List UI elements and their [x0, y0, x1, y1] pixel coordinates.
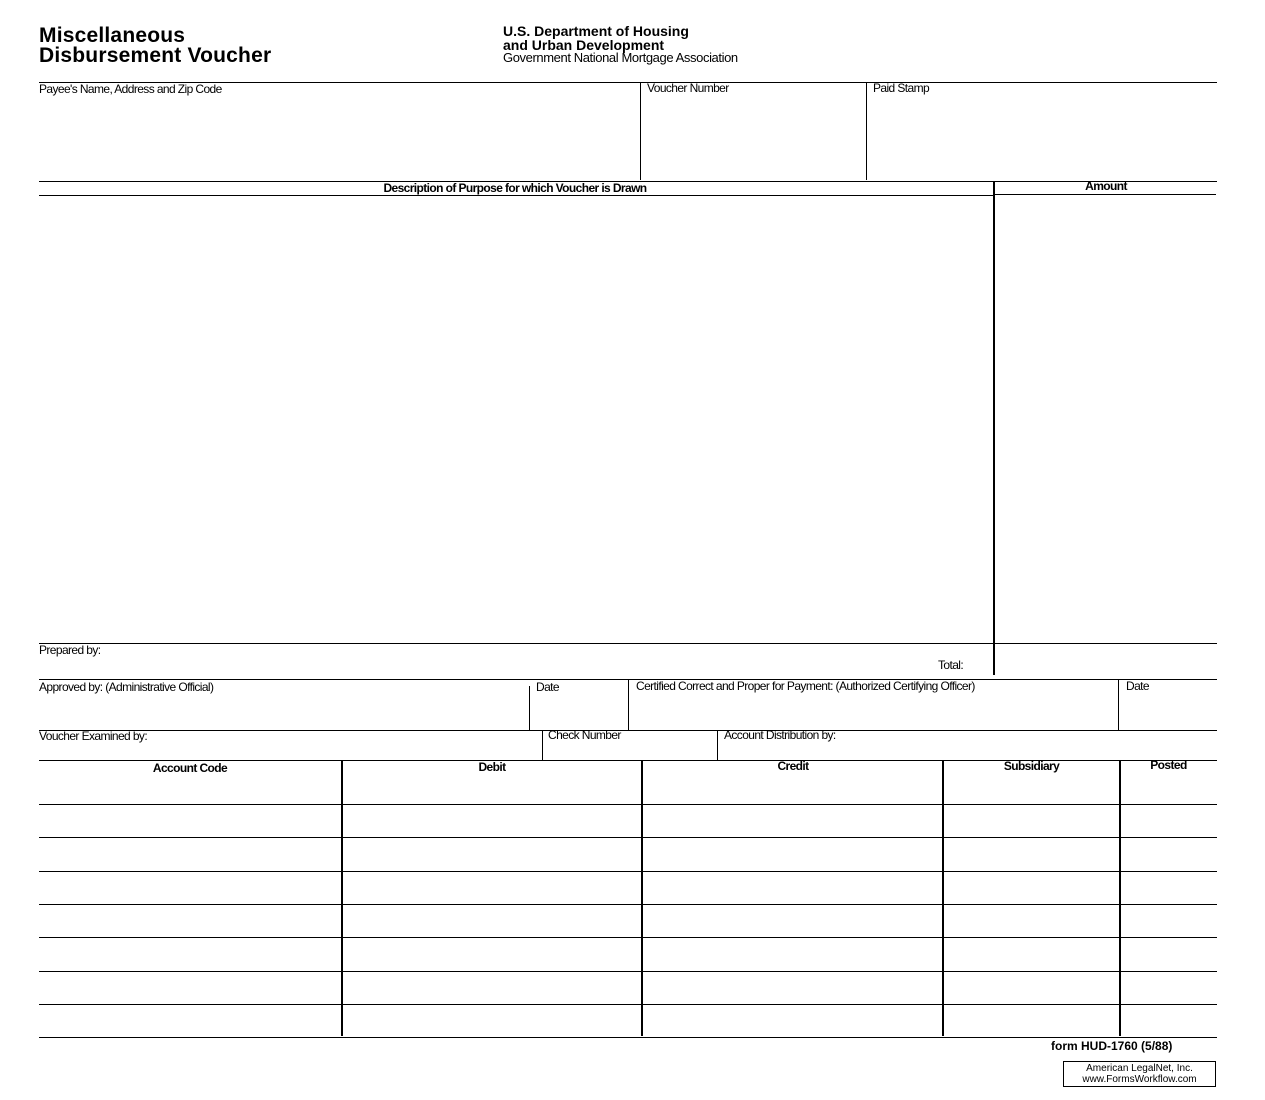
form-title-line2: Disbursement Voucher [39, 44, 272, 67]
check-number-field[interactable] [546, 743, 714, 759]
divider-voucher-stamp [866, 82, 867, 180]
table-divider-4 [1119, 761, 1121, 1036]
col-credit: Credit [777, 759, 809, 773]
table-cell-posted[interactable] [1122, 873, 1216, 902]
date-label-1: Date [536, 680, 559, 694]
publisher-line1: American LegalNet, Inc. [1086, 1063, 1193, 1074]
description-field[interactable] [40, 198, 990, 641]
paid-stamp-label: Paid Stamp [873, 81, 930, 95]
table-cell-credit[interactable] [644, 806, 940, 835]
table-cell-subsidiary[interactable] [945, 906, 1117, 935]
total-field[interactable] [997, 646, 1215, 676]
col-account-code: Account Code [152, 761, 228, 775]
account-distribution-field[interactable] [880, 731, 1215, 757]
agency-name-line2: and Urban Development [503, 37, 665, 53]
col-posted: Posted [1150, 758, 1187, 772]
table-cell-debit[interactable] [343, 906, 639, 935]
table-cell-credit[interactable] [644, 773, 940, 802]
table-cell-account-code[interactable] [40, 840, 338, 869]
col-subsidiary: Subsidiary [1003, 759, 1060, 773]
examined-by-field[interactable] [190, 731, 535, 757]
prepared-by-label: Prepared by: [39, 643, 101, 657]
description-header-border [39, 195, 993, 196]
certified-label: Certified Correct and Proper for Payment: (Authorized Certifying Officer) [636, 679, 975, 693]
form-number: form HUD-1760 (5/88) [1051, 1039, 1173, 1053]
approved-date-divider [529, 686, 530, 730]
table-row [39, 971, 1217, 972]
table-cell-posted[interactable] [1122, 806, 1216, 835]
col-debit: Debit [478, 760, 506, 774]
table-cell-posted[interactable] [1122, 906, 1216, 935]
table-cell-subsidiary[interactable] [945, 806, 1117, 835]
description-amount-divider [993, 181, 995, 675]
table-cell-subsidiary[interactable] [945, 973, 1117, 1002]
certified-date-divider [1118, 679, 1119, 730]
certified-divider [628, 679, 629, 730]
table-cell-credit[interactable] [644, 840, 940, 869]
table-row [39, 937, 1217, 938]
table-cell-debit[interactable] [343, 873, 639, 902]
table-cell-subsidiary[interactable] [945, 940, 1117, 969]
table-row [39, 1004, 1217, 1005]
table-cell-credit[interactable] [644, 906, 940, 935]
table-cell-account-code[interactable] [40, 806, 338, 835]
check-number-label: Check Number [548, 728, 621, 742]
table-row [39, 804, 1217, 805]
approved-by-field[interactable] [40, 696, 525, 728]
check-number-right-divider [717, 730, 718, 760]
table-row [39, 904, 1217, 905]
table-cell-debit[interactable] [343, 806, 639, 835]
amount-label: Amount [1085, 179, 1127, 193]
table-cell-debit[interactable] [343, 940, 639, 969]
paid-stamp-area[interactable] [870, 96, 1215, 178]
prepared-by-field[interactable] [125, 645, 925, 675]
voucher-number-field[interactable] [644, 96, 862, 178]
table-cell-credit[interactable] [644, 973, 940, 1002]
amount-field[interactable] [997, 198, 1215, 641]
payee-label: Payee's Name, Address and Zip Code [39, 82, 222, 96]
date-label-2: Date [1126, 679, 1149, 693]
approval-date-field[interactable] [532, 696, 625, 728]
table-cell-account-code[interactable] [40, 773, 338, 802]
table-cell-posted[interactable] [1122, 840, 1216, 869]
table-cell-account-code[interactable] [40, 906, 338, 935]
total-label: Total: [938, 658, 964, 672]
account-distribution-label: Account Distribution by: [724, 728, 836, 742]
table-cell-subsidiary[interactable] [945, 773, 1117, 802]
table-cell-subsidiary[interactable] [945, 840, 1117, 869]
table-cell-posted[interactable] [1122, 773, 1216, 802]
amount-header-border [994, 194, 1216, 195]
table-cell-debit[interactable] [343, 773, 639, 802]
examined-by-label: Voucher Examined by: [39, 729, 148, 743]
certified-by-field[interactable] [632, 696, 1114, 728]
publisher-stamp [1063, 1061, 1216, 1087]
agency-name-line3: Government National Mortgage Association [503, 50, 738, 65]
table-cell-posted[interactable] [1122, 973, 1216, 1002]
table-row [39, 837, 1217, 838]
prepared-by-top-border [39, 643, 1217, 644]
table-cell-posted[interactable] [1122, 940, 1216, 969]
table-cell-credit[interactable] [644, 940, 940, 969]
table-cell-account-code[interactable] [40, 973, 338, 1002]
description-label: Description of Purpose for which Voucher is Drawn [383, 181, 647, 195]
table-cell-credit[interactable] [644, 873, 940, 902]
form-title-line1: Miscellaneous [39, 24, 186, 47]
check-number-left-divider [542, 730, 543, 760]
table-cell-account-code[interactable] [40, 940, 338, 969]
table-divider-2 [641, 761, 643, 1036]
publisher-line2: www.FormsWorkflow.com [1082, 1074, 1197, 1085]
table-cell-debit[interactable] [343, 973, 639, 1002]
divider-payee-voucher [640, 82, 641, 180]
table-divider-3 [942, 761, 944, 1036]
table-cell-account-code[interactable] [40, 873, 338, 902]
approved-by-label: Approved by: (Administrative Official) [39, 680, 214, 694]
certified-date-field[interactable] [1122, 696, 1215, 728]
voucher-number-label: Voucher Number [647, 81, 729, 95]
table-cell-debit[interactable] [343, 840, 639, 869]
agency-name-line1: U.S. Department of Housing [503, 23, 689, 39]
table-row [39, 871, 1217, 872]
table-cell-subsidiary[interactable] [945, 873, 1117, 902]
table-bottom-border [39, 1037, 1217, 1038]
payee-field[interactable] [40, 98, 636, 178]
